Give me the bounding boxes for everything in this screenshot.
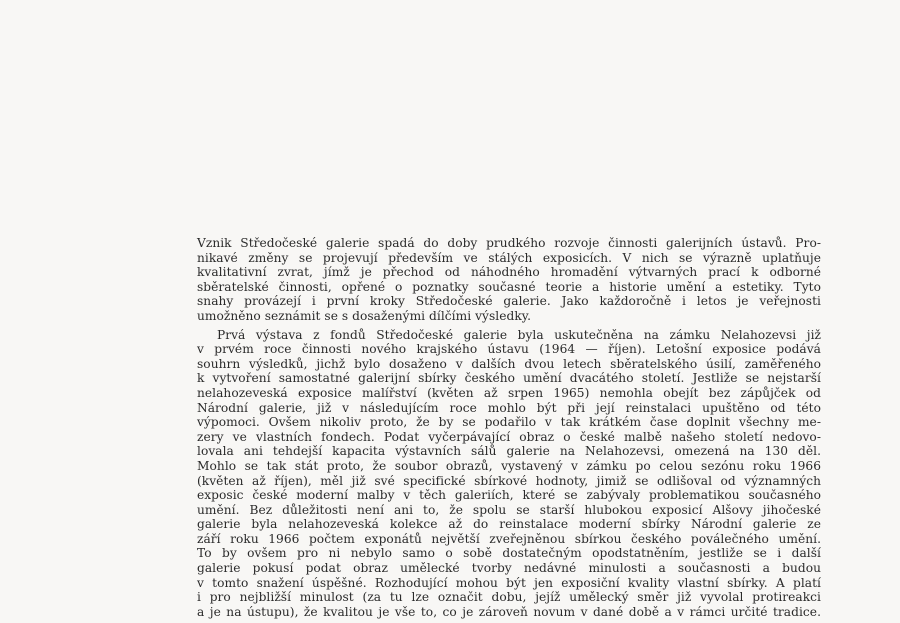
text-line: kvalitativní zvrat, jímž je přechod od náhodného hromadění výtvarných prací k odborné bbox=[197, 265, 821, 280]
text-line: umění. Bez důležitosti není ani to, že spolu se starší hlubokou exposicí Alšovy jihočeské bbox=[197, 502, 821, 517]
text-line: výpomoci. Ovšem nikoliv proto, že by se podařilo v tak krátkém čase doplnit všechny me- bbox=[197, 415, 821, 430]
body-text bbox=[197, 236, 821, 623]
text-line: sběratelské činnosti, opřené o poznatky současné teorie a historie umění a estetiky. Tyto bbox=[197, 279, 821, 294]
text-line: exposic české moderní malby v těch galeriích, které se zabývaly problematikou současného bbox=[197, 488, 821, 503]
text-line: snahy provázejí i první kroky Středočeské galerie. Jako každoročně i letos je veřejnosti bbox=[197, 294, 821, 309]
text-line: nikavé změny se projevují především ve stálých exposicích. V nich se výrazně uplatňuje bbox=[197, 250, 821, 265]
text-line: v prvém roce činnosti nového krajského ústavu (1964 — říjen). Letošní exposice podává bbox=[197, 342, 821, 357]
text-line: v tomto snažení úspěšné. Rozhodující mohou být jen exposiční kvality vlastní sbírky. A platí bbox=[197, 575, 821, 590]
text-line: Vznik Středočeské galerie spadá do doby prudkého rozvoje činnosti galerijních ústavů. Pro- bbox=[197, 236, 821, 250]
paragraph-2 bbox=[197, 328, 821, 620]
text-line: i pro nejbližší minulost (za tu lze označit dobu, jejíž umělecký směr již vyvolal protireakci bbox=[197, 590, 821, 605]
text-line: (květen až říjen), měl již své specifické sbírkové hodnoty, jimiž se odlišoval od významných bbox=[197, 473, 821, 488]
text-line: Mohlo se tak stát proto, že soubor obrazů, vystavený v zámku po celou sezónu roku 1966 bbox=[197, 458, 821, 473]
text-line: lovala ani tehdejší kapacita výstavních sálů galerie na Nelahozevsi, omezená na 130 děl. bbox=[197, 444, 821, 459]
text-line: a je na ústupu), že kvalitou je vše to, co je zároveň novum v dané době a v rámci určité tradice. bbox=[197, 604, 821, 619]
text-line: Prvá výstava z fondů Středočeské galerie byla uskutečněna na zámku Nelahozevsi již bbox=[217, 327, 821, 342]
text-line: galerie byla nelahozeveská kolekce až do reinstalace moderní sbírky Národní galerie ze bbox=[197, 517, 821, 532]
text-line: Národní galerie, již v následujícím roce mohlo být při její reinstalaci upuštěno od této bbox=[197, 400, 821, 415]
text-line: souhrn výsledků, jichž bylo dosaženo v dalších dvou letech sběratelského úsilí, zaměřeného bbox=[197, 356, 821, 371]
text-line: zery ve vlastních fondech. Podat vyčerpávající obraz o české malbě našeho století nedovo- bbox=[197, 429, 821, 444]
text-line: To by ovšem pro ni nebylo samo o sobě dostatečným opodstatněním, jestliže se i další bbox=[197, 546, 821, 561]
text-line: umožněno seznámit se s dosaženými dílčími výsledky. bbox=[197, 308, 532, 323]
text-line: září roku 1966 počtem exponátů největší zveřejněnou sbírkou českého poválečného umění. bbox=[197, 531, 821, 546]
text-line: galerie pokusí podat obraz umělecké tvorby nedávné minulosti a současnosti a budou bbox=[197, 561, 821, 576]
text-line: k vytvoření samostatné galerijní sbírky českého umění dvacátého století. Jestliže se nejstarší bbox=[197, 371, 821, 386]
paragraph-1 bbox=[197, 236, 821, 324]
text-line: nelahozeveská exposice malířství (květen až srpen 1965) nemohla obejít bez zápůjček od bbox=[197, 385, 821, 400]
